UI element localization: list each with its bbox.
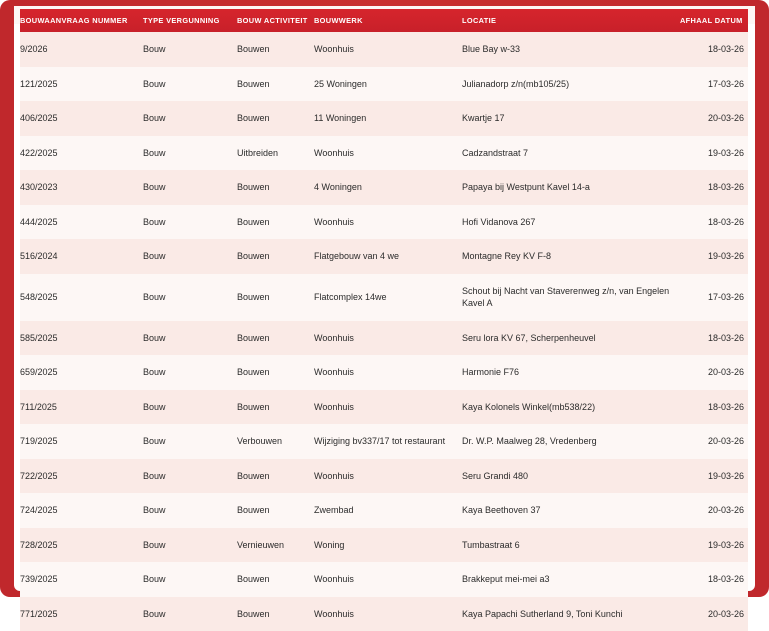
cell-nummer: 739/2025 [20, 562, 143, 597]
cell-locatie: Dr. W.P. Maalweg 28, Vredenberg [462, 424, 680, 459]
permits-card [14, 6, 755, 591]
table-header-row [20, 9, 748, 32]
cell-datum: 18-03-26 [680, 32, 748, 67]
cell-locatie: Blue Bay w-33 [462, 32, 680, 67]
cell-locatie: Seru lora KV 67, Scherpenheuvel [462, 321, 680, 356]
cell-locatie: Schout bij Nacht van Staverenweg z/n, van Engelen Kavel A [462, 274, 680, 321]
building-permits-table [20, 9, 748, 631]
cell-bouwwerk: Wijziging bv337/17 tot restaurant [314, 424, 462, 459]
cell-bouwwerk: Zwembad [314, 493, 462, 528]
cell-datum: 19-03-26 [680, 459, 748, 494]
cell-type: Bouw [143, 101, 237, 136]
cell-bouwwerk: 11 Woningen [314, 101, 462, 136]
cell-datum: 18-03-26 [680, 170, 748, 205]
cell-bouwwerk: Woonhuis [314, 32, 462, 67]
cell-datum: 20-03-26 [680, 355, 748, 390]
column-header-locatie[interactable]: LOCATIE [462, 9, 680, 32]
cell-type: Bouw [143, 170, 237, 205]
cell-nummer: 724/2025 [20, 493, 143, 528]
cell-bouwwerk: Woonhuis [314, 355, 462, 390]
cell-bouwwerk: Woonhuis [314, 390, 462, 425]
table-row[interactable] [20, 32, 748, 67]
cell-nummer: 719/2025 [20, 424, 143, 459]
table-row[interactable] [20, 321, 748, 356]
cell-type: Bouw [143, 321, 237, 356]
table-row[interactable] [20, 459, 748, 494]
table-row[interactable] [20, 597, 748, 631]
column-header-type-vergunning[interactable]: TYPE VERGUNNING [143, 9, 237, 32]
cell-bouwwerk: Flatgebouw van 4 we [314, 239, 462, 274]
cell-nummer: 516/2024 [20, 239, 143, 274]
cell-locatie: Kaya Papachi Sutherland 9, Toni Kunchi [462, 597, 680, 631]
cell-nummer: 548/2025 [20, 274, 143, 321]
table-row[interactable] [20, 493, 748, 528]
cell-nummer: 444/2025 [20, 205, 143, 240]
cell-activiteit: Bouwen [237, 562, 314, 597]
cell-type: Bouw [143, 528, 237, 563]
cell-bouwwerk: Woonhuis [314, 136, 462, 171]
cell-type: Bouw [143, 239, 237, 274]
cell-type: Bouw [143, 205, 237, 240]
cell-activiteit: Bouwen [237, 321, 314, 356]
cell-locatie: Kaya Kolonels Winkel(mb538/22) [462, 390, 680, 425]
table-row[interactable] [20, 170, 748, 205]
cell-locatie: Montagne Rey KV F-8 [462, 239, 680, 274]
table-row[interactable] [20, 355, 748, 390]
column-header-bouw-activiteit[interactable]: BOUW ACTIVITEIT [237, 9, 314, 32]
cell-activiteit: Bouwen [237, 239, 314, 274]
cell-datum: 17-03-26 [680, 274, 748, 321]
cell-nummer: 728/2025 [20, 528, 143, 563]
table-row[interactable] [20, 424, 748, 459]
cell-bouwwerk: Woning [314, 528, 462, 563]
cell-bouwwerk: Woonhuis [314, 597, 462, 631]
cell-activiteit: Bouwen [237, 101, 314, 136]
table-row[interactable] [20, 562, 748, 597]
cell-bouwwerk: Flatcomplex 14we [314, 274, 462, 321]
cell-nummer: 406/2025 [20, 101, 143, 136]
cell-datum: 18-03-26 [680, 562, 748, 597]
cell-locatie: Cadzandstraat 7 [462, 136, 680, 171]
cell-activiteit: Bouwen [237, 205, 314, 240]
cell-nummer: 659/2025 [20, 355, 143, 390]
cell-type: Bouw [143, 459, 237, 494]
cell-activiteit: Bouwen [237, 274, 314, 321]
cell-activiteit: Bouwen [237, 67, 314, 102]
cell-type: Bouw [143, 562, 237, 597]
table-row[interactable] [20, 205, 748, 240]
column-header-bouwaanvraag-nummer[interactable]: BOUWAANVRAAG NUMMER [20, 9, 143, 32]
table-row[interactable] [20, 274, 748, 321]
cell-datum: 20-03-26 [680, 101, 748, 136]
cell-type: Bouw [143, 493, 237, 528]
column-header-afhaal-datum[interactable]: AFHAAL DATUM [680, 9, 748, 32]
cell-type: Bouw [143, 424, 237, 459]
cell-nummer: 722/2025 [20, 459, 143, 494]
cell-activiteit: Bouwen [237, 597, 314, 631]
cell-datum: 17-03-26 [680, 67, 748, 102]
cell-datum: 19-03-26 [680, 136, 748, 171]
table-row[interactable] [20, 67, 748, 102]
cell-locatie: Seru Grandi 480 [462, 459, 680, 494]
cell-locatie: Hofi Vidanova 267 [462, 205, 680, 240]
cell-locatie: Brakkeput mei-mei a3 [462, 562, 680, 597]
cell-type: Bouw [143, 597, 237, 631]
cell-locatie: Papaya bij Westpunt Kavel 14-a [462, 170, 680, 205]
cell-datum: 19-03-26 [680, 239, 748, 274]
cell-activiteit: Verbouwen [237, 424, 314, 459]
cell-activiteit: Bouwen [237, 459, 314, 494]
cell-locatie: Julianadorp z/n(mb105/25) [462, 67, 680, 102]
cell-locatie: Harmonie F76 [462, 355, 680, 390]
cell-type: Bouw [143, 390, 237, 425]
table-row[interactable] [20, 239, 748, 274]
cell-datum: 18-03-26 [680, 321, 748, 356]
table-body [20, 32, 748, 631]
cell-bouwwerk: 4 Woningen [314, 170, 462, 205]
cell-datum: 20-03-26 [680, 424, 748, 459]
cell-nummer: 585/2025 [20, 321, 143, 356]
cell-activiteit: Bouwen [237, 355, 314, 390]
cell-nummer: 422/2025 [20, 136, 143, 171]
table-header [20, 9, 748, 32]
cell-datum: 20-03-26 [680, 597, 748, 631]
cell-activiteit: Bouwen [237, 32, 314, 67]
cell-type: Bouw [143, 274, 237, 321]
table-row[interactable] [20, 101, 748, 136]
cell-datum: 18-03-26 [680, 390, 748, 425]
table-row[interactable] [20, 528, 748, 563]
cell-datum: 19-03-26 [680, 528, 748, 563]
cell-nummer: 771/2025 [20, 597, 143, 631]
cell-type: Bouw [143, 67, 237, 102]
cell-nummer: 9/2026 [20, 32, 143, 67]
cell-activiteit: Uitbreiden [237, 136, 314, 171]
cell-type: Bouw [143, 355, 237, 390]
cell-bouwwerk: Woonhuis [314, 459, 462, 494]
cell-bouwwerk: Woonhuis [314, 321, 462, 356]
cell-bouwwerk: 25 Woningen [314, 67, 462, 102]
cell-type: Bouw [143, 32, 237, 67]
cell-datum: 20-03-26 [680, 493, 748, 528]
cell-activiteit: Bouwen [237, 170, 314, 205]
cell-activiteit: Bouwen [237, 493, 314, 528]
cell-bouwwerk: Woonhuis [314, 562, 462, 597]
cell-activiteit: Vernieuwen [237, 528, 314, 563]
column-header-bouwwerk[interactable]: BOUWWERK [314, 9, 462, 32]
cell-nummer: 121/2025 [20, 67, 143, 102]
cell-locatie: Kwartje 17 [462, 101, 680, 136]
cell-locatie: Kaya Beethoven 37 [462, 493, 680, 528]
cell-nummer: 711/2025 [20, 390, 143, 425]
table-row[interactable] [20, 136, 748, 171]
cell-locatie: Tumbastraat 6 [462, 528, 680, 563]
table-row[interactable] [20, 390, 748, 425]
cell-type: Bouw [143, 136, 237, 171]
cell-nummer: 430/2023 [20, 170, 143, 205]
cell-datum: 18-03-26 [680, 205, 748, 240]
cell-activiteit: Bouwen [237, 390, 314, 425]
cell-bouwwerk: Woonhuis [314, 205, 462, 240]
